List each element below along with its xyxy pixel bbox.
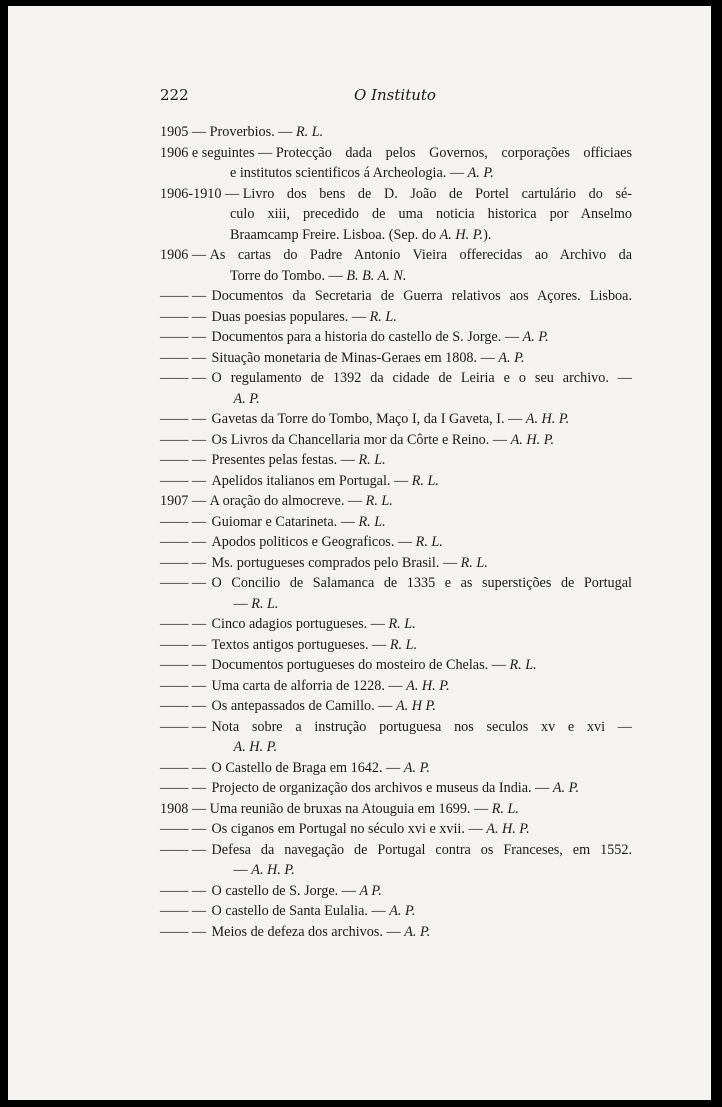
list-item-continuation: Torre do Tombo. — B. B. A. N. [230, 267, 407, 284]
list-item: —— — Uma carta de alforria de 1228. — A. H. P. [160, 677, 450, 694]
list-item: —— — O Castello de Braga em 1642. — A. P. [160, 759, 430, 776]
list-item: —— — Apelidos italianos em Portugal. — R. L. [160, 472, 439, 489]
list-item: —— — Documentos da Secretaria de Guerra relativos aos Açores. Lisboa. [160, 288, 632, 304]
list-item: —— — Documentos portugueses do mosteiro de Chelas. — R. L. [160, 657, 537, 673]
list-item: —— — Ms. portugueses comprados pelo Brasil. — R. L. [160, 554, 488, 571]
list-item: —— — Defesa da navegação de Portugal contra os Franceses, em 1552. — A. H. P. [160, 841, 632, 878]
list-item: —— — O castello de S. Jorge. — A P. [160, 882, 382, 899]
running-header [160, 86, 630, 108]
list-item: —— — O Concilio de Salamanca de 1335 e as superstições de Portugal — R. L. [160, 575, 632, 612]
list-item: —— — Meios de defeza dos archivos. — A. P. [160, 923, 431, 940]
list-item: —— — Guiomar e Catarineta. — R. L. [160, 513, 386, 530]
list-item-continuation: culo xiii, precedido de uma noticia historica por Anselmo [230, 206, 632, 222]
bibliography-list [160, 122, 632, 942]
page-title: O Instituto [354, 86, 436, 104]
list-item: —— — Documentos para a historia do castello de S. Jorge. — A. P. [160, 329, 549, 345]
list-item: 1906 — As cartas do Padre Antonio Vieira offerecidas ao Archivo da [160, 247, 632, 263]
list-item: 1905 — Proverbios. — R. L. [160, 124, 324, 140]
list-item: —— — Textos antigos portugueses. — R. L. [160, 636, 418, 653]
page-number: 222 [160, 86, 189, 104]
list-item: —— — Os ciganos em Portugal no século xvi e xvii. — A. H. P. [160, 821, 530, 837]
list-item-continuation: Braamcamp Freire. Lisboa. (Sep. do A. H. P.). [230, 226, 492, 243]
list-item: —— — Gavetas da Torre do Tombo, Maço I, da I Gaveta, I. — A. H. P. [160, 411, 570, 427]
list-item: —— — Presentes pelas festas. — R. L. [160, 452, 386, 468]
list-item: 1907 — A oração do almocreve. — R. L. [160, 493, 393, 509]
list-item: —— — Os Livros da Chancellaria mor da Côrte e Reino. — A. H. P. [160, 431, 555, 448]
list-item: —— — Duas poesias populares. — R. L. [160, 308, 397, 325]
scanned-page [8, 6, 711, 1100]
list-item: —— — Nota sobre a instrução portuguesa nos seculos xv e xvi — A. H. P. [160, 718, 632, 755]
list-item: 1908 — Uma reunião de bruxas na Atouguia em 1699. — R. L. [160, 800, 519, 817]
list-item: —— — Apodos politicos e Geograficos. — R. L. [160, 534, 443, 550]
list-item-continuation: e institutos scientificos á Archeologia. — A. P. [230, 165, 494, 181]
list-item: 1906-1910 — Livro dos bens de D. João de Portel cartulário do sé- [160, 185, 632, 202]
list-item: —— — Projecto de organização dos archivos e museus da India. — A. P. [160, 780, 580, 796]
list-item: —— — Situação monetaria de Minas-Geraes em 1808. — A. P. [160, 349, 525, 366]
list-item: 1906 e seguintes — Protecção dada pelos Governos, corporações officiaes [160, 144, 632, 161]
list-item: —— — Cinco adagios portugueses. — R. L. [160, 616, 416, 632]
list-item: —— — O regulamento de 1392 da cidade de Leiria e o seu archivo. — A. P. [160, 370, 632, 407]
list-item: —— — Os antepassados de Camillo. — A. H P. [160, 698, 436, 714]
list-item: —— — O castello de Santa Eulalia. — A. P. [160, 903, 416, 919]
